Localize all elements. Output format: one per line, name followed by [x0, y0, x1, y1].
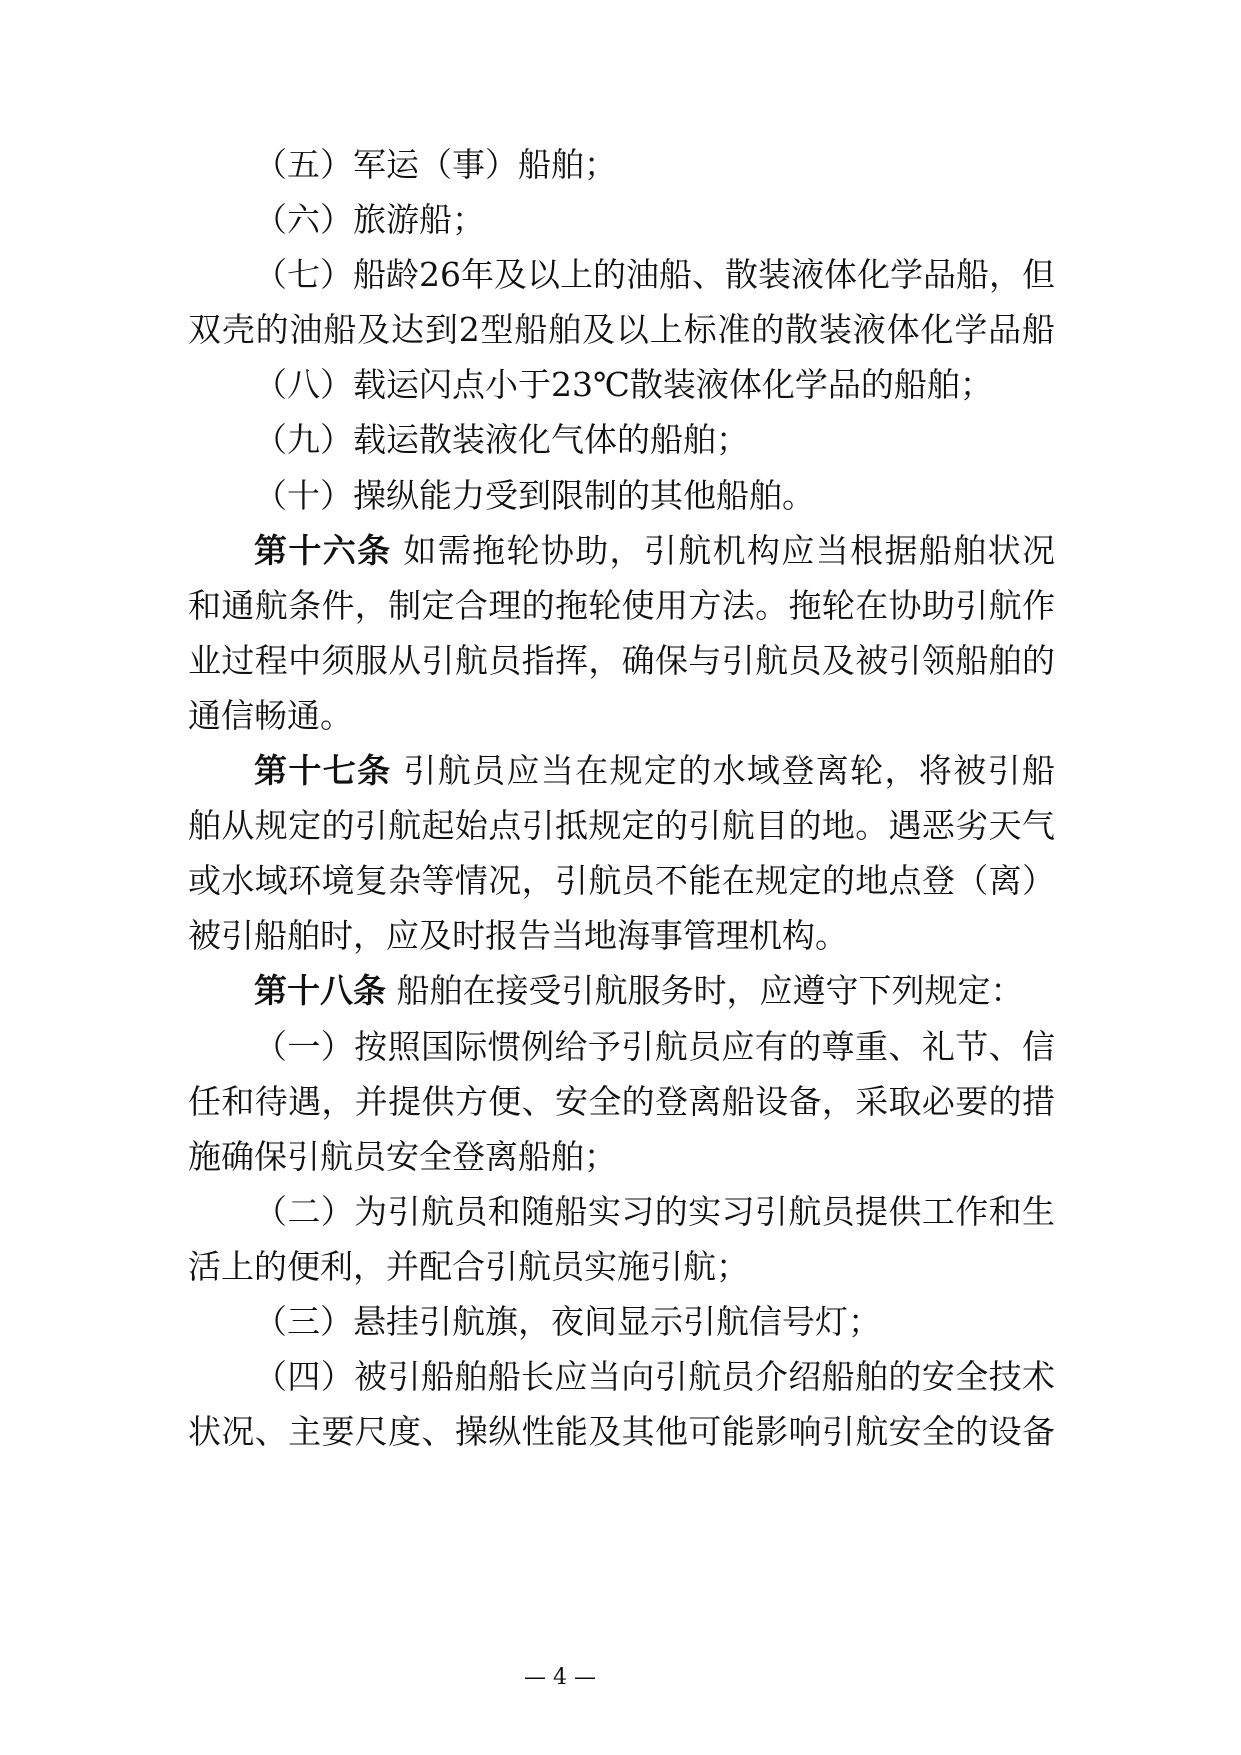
article-18-heading: 第十八条: [254, 971, 386, 1011]
rule-2-line: 活上的便利，并配合引航员实施引航；: [188, 1246, 749, 1286]
article-17-line: 被引船舶时，应及时报告当地海事管理机构。: [188, 916, 848, 956]
article-16-line: 业过程中须服从引航员指挥，确保与引航员及被引领船舶的: [188, 640, 1055, 680]
article-17-line: [188, 746, 1055, 801]
article-17-heading: 第十七条: [254, 751, 392, 791]
item-8: （八）载运闪点小于23℃散装液体化学品的船舶；: [254, 365, 993, 405]
document-body: [188, 140, 1055, 1462]
rule-1-line: （一）按照国际惯例给予引航员应有的尊重、礼节、信: [254, 1026, 1055, 1066]
article-18-text: 船舶在接受引航服务时，应遵守下列规定：: [396, 971, 1024, 1011]
article-17-line: 或水域环境复杂等情况，引航员不能在规定的地点登（离）: [188, 861, 1055, 901]
article-16-line: 通信畅通。: [188, 695, 353, 735]
article-16-line: 和通航条件，制定合理的拖轮使用方法。拖轮在协助引航作: [188, 585, 1055, 625]
article-17-text: 引航员应当在规定的水域登离轮，将被引船: [403, 751, 1055, 791]
item-6: （六）旅游船；: [254, 200, 485, 240]
rule-4-line: 状况、主要尺度、操纵性能及其他可能影响引航安全的设备: [188, 1412, 1055, 1452]
rule-4-line: （四）被引船舶船长应当向引航员介绍船舶的安全技术: [254, 1357, 1055, 1397]
article-17-line: 舶从规定的引航起始点引抵规定的引航目的地。遇恶劣天气: [188, 806, 1055, 846]
item-9: （九）载运散装液化气体的船舶；: [254, 420, 749, 460]
item-7-line: 双壳的油船及达到2型船舶及以上标准的散装液体化学品船: [188, 310, 1055, 350]
article-16-heading: 第十六条: [254, 530, 392, 570]
rule-3-line: （三）悬挂引航旗，夜间显示引航信号灯；: [254, 1301, 881, 1341]
page-number: — 4 —: [524, 1665, 596, 1690]
article-18-line: [188, 966, 1055, 1021]
rule-1-line: 施确保引航员安全登离船舶；: [188, 1136, 617, 1176]
rule-2-line: （二）为引航员和随船实习的实习引航员提供工作和生: [254, 1191, 1055, 1231]
article-16-text: 如需拖轮协助，引航机构应当根据船舶状况: [403, 530, 1055, 570]
rule-1-line: 任和待遇，并提供方便、安全的登离船设备，采取必要的措: [188, 1081, 1055, 1121]
item-10: （十）操纵能力受到限制的其他船舶。: [254, 475, 815, 515]
article-16-line: [188, 526, 1055, 581]
item-7-line: （七）船龄26年及以上的油船、散装液体化学品船，但: [254, 255, 1055, 295]
item-5: （五）军运（事）船舶；: [254, 145, 617, 184]
